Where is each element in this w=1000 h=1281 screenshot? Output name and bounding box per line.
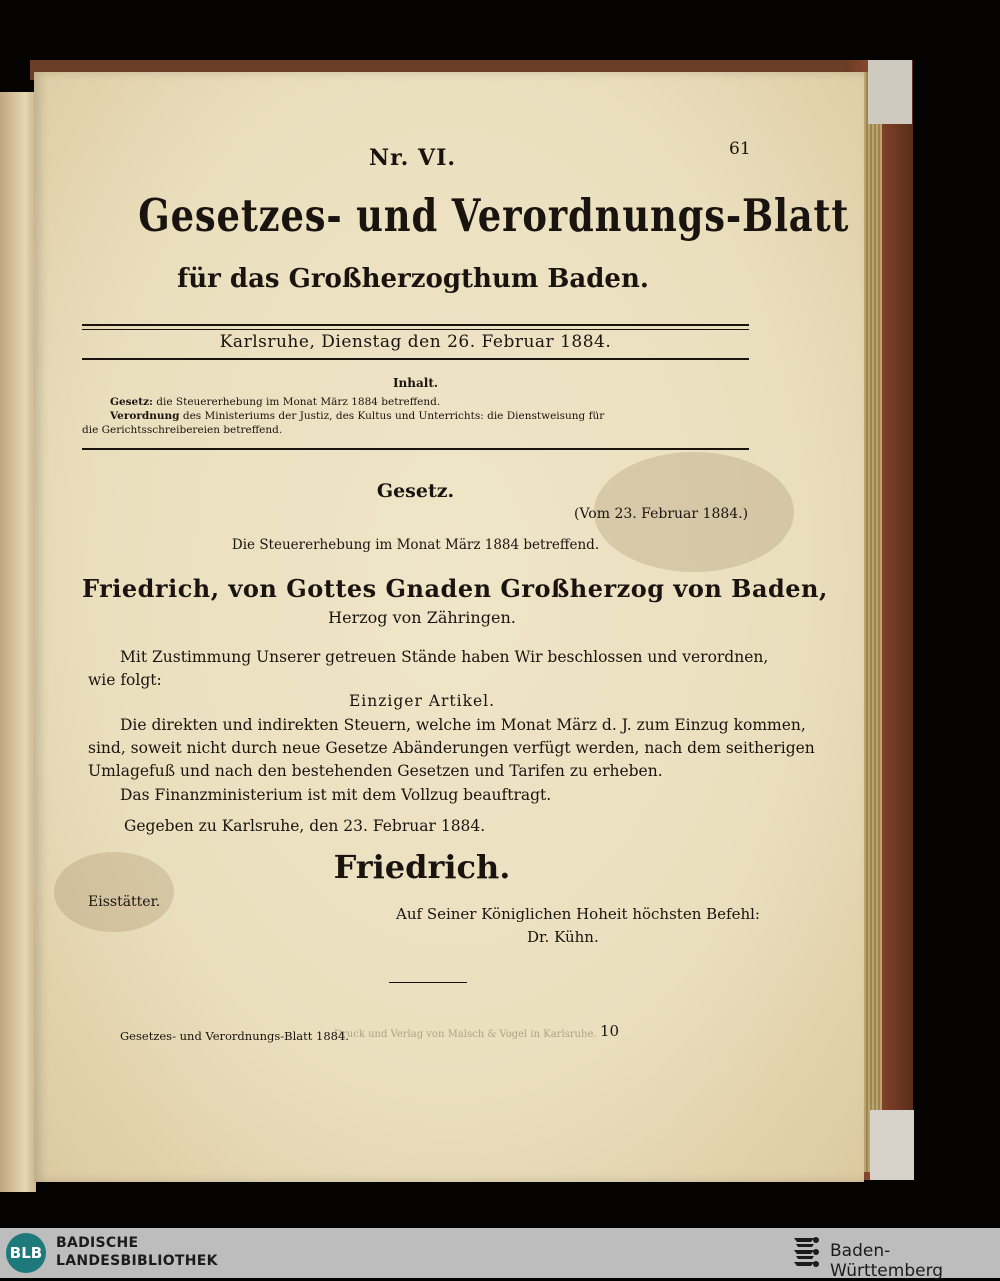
issue-number: Nr. VI.: [369, 145, 457, 171]
contents-heading: Inhalt.: [392, 376, 439, 390]
sovereign-title: Friedrich, von Gottes Gnaden Großherzog von Baden,: [82, 574, 828, 603]
divider-rule: [82, 324, 749, 326]
contents-entry-2: [110, 409, 604, 423]
left-page-edge: [0, 92, 36, 1192]
contents-entry-2-label: Verordnung: [110, 410, 180, 422]
command-line: Auf Seiner Königlichen Hoheit höchsten Befehl:: [396, 905, 760, 923]
contents-entry-1-text: die Steuererhebung im Monat März 1884 betreffend.: [152, 396, 441, 408]
contents-entry-2-text: des Ministeriums der Justiz, des Kultus und Unterrichts: die Dienstweisung für: [179, 410, 605, 422]
paper-corner-bottom: [870, 1110, 914, 1180]
document-page: [34, 72, 864, 1182]
official-name: Dr. Kühn.: [527, 928, 599, 946]
body-text-line: Das Finanzministerium ist mit dem Vollzug beauftragt.: [120, 786, 552, 804]
footer-sheet-number: 10: [600, 1022, 620, 1040]
body-text-line: Umlagefuß und nach den bestehenden Gesetzen und Tarifen zu erheben.: [88, 762, 663, 780]
blb-name-line-1: BADISCHE: [56, 1235, 139, 1251]
signature: Friedrich.: [333, 848, 511, 886]
blb-logo-icon[interactable]: BLB: [6, 1233, 46, 1273]
body-text-line: Mit Zustimmung Unserer getreuen Stände haben Wir beschlossen und verordnen,: [120, 648, 769, 666]
contents-entry-1: [110, 395, 440, 409]
article-heading: Einziger Artikel.: [348, 692, 496, 710]
body-text-line: Die direkten und indirekten Steuern, welche im Monat März d. J. zum Einzug kommen,: [120, 716, 806, 734]
law-subject: Die Steuererhebung im Monat März 1884 betreffend.: [231, 537, 600, 553]
blb-name-line-2: LANDESBIBLIOTHEK: [56, 1253, 218, 1269]
contents-entry-2-continued: die Gerichtsschreibereien betreffend.: [82, 424, 283, 436]
contents-entry-1-label: Gesetz:: [110, 396, 153, 408]
closing-rule: [389, 982, 467, 983]
blb-library-name[interactable]: [56, 1234, 218, 1270]
page-number: 61: [729, 139, 751, 159]
divider-rule: [82, 329, 749, 330]
masthead-title: Gesetzes- und Verordnungs-Blatt: [138, 189, 850, 242]
body-text-line: sind, soweit nicht durch neue Gesetze Abänderungen verfügt werden, nach dem seitherigen: [88, 739, 815, 757]
baden-wuerttemberg-lions-icon[interactable]: [790, 1232, 822, 1274]
divider-rule: [82, 358, 749, 360]
divider-rule: [82, 448, 749, 450]
law-date: (Vom 23. Februar 1884.): [574, 506, 749, 522]
paper-corner-top: [868, 60, 912, 124]
countersignature-left: Eisstätter.: [88, 894, 161, 910]
law-heading: Gesetz.: [376, 480, 455, 502]
dateline: Karlsruhe, Dienstag den 26. Februar 1884.: [219, 332, 612, 352]
footer-printer: Druck und Verlag von Malsch & Vogel in Karlsruhe.: [334, 1029, 597, 1040]
masthead-subtitle: für das Großherzogthum Baden.: [177, 264, 649, 294]
given-at-line: Gegeben zu Karlsruhe, den 23. Februar 1884.: [124, 817, 486, 835]
sovereign-subtitle: Herzog von Zähringen.: [328, 608, 516, 627]
body-text-line: wie folgt:: [88, 671, 162, 689]
state-name[interactable]: Baden-Württemberg: [830, 1241, 944, 1281]
footer-publication: Gesetzes- und Verordnungs-Blatt 1884.: [120, 1029, 349, 1043]
